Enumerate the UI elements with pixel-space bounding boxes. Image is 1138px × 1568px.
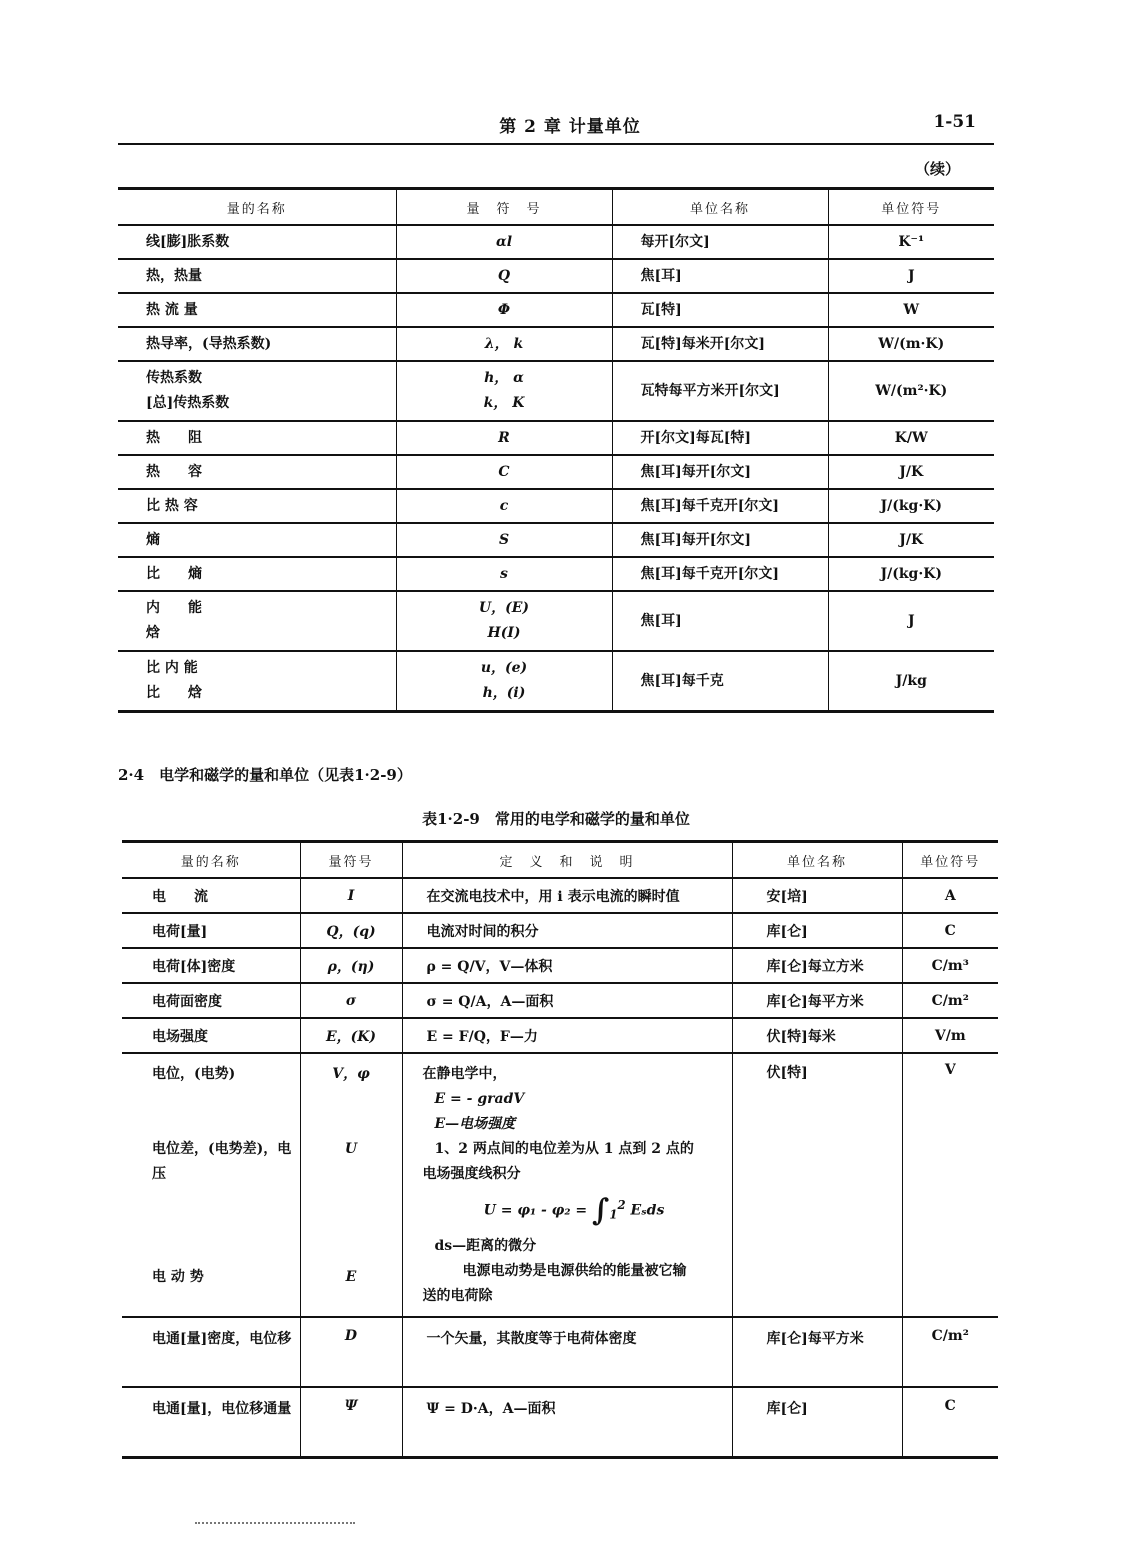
cell-unit [612,225,828,259]
cell-line: 焦[耳]每开[尔文] [640,531,751,548]
column-header: 量的名称 [118,189,396,226]
table-header-row [118,189,994,226]
cell-line: 电 动 势 [152,1269,204,1285]
cell-line: 热 阻 [146,429,202,446]
column-header: 量 符 号 [396,189,612,226]
cell-line: 送的电荷除 [422,1288,493,1304]
page-number: 1-51 [933,112,976,132]
cell-usym [828,651,994,712]
table-row [118,259,994,293]
table-row [118,557,994,591]
cell-sym [396,293,612,327]
cell-name: 电通[量]密度，电位移 [122,1317,300,1387]
cell-line: 焦[耳]每开[尔文] [640,463,751,480]
cell-line: 每开[尔文] [640,233,710,250]
table-row [118,361,994,421]
cell-line: 线[膨]胀系数 [146,233,230,250]
cell-line: λ， k [484,335,524,352]
cell-usym [828,361,994,421]
cell-line: 内 能 [146,600,202,616]
cell-unit [612,523,828,557]
cell-sym: D [300,1317,402,1387]
table-header-row [122,842,998,879]
cell-line: J/K [899,531,924,548]
cell-usym [828,489,994,523]
table-row [122,948,998,983]
cell-unit [612,591,828,651]
cell-line: U [344,1141,358,1157]
cell-line: 热导率，(导热系数) [146,335,272,352]
cell-line: 电源电动势是电源供给的能量被它输 [462,1263,687,1279]
table-row [122,1387,998,1458]
cell-def: ρ = Q/V，V—体积 [402,948,732,983]
cell-usym [828,225,994,259]
cell-usym [828,327,994,361]
cell-line: J [907,612,915,629]
cell-unit [612,455,828,489]
cell-line: J/(kg·K) [880,497,943,514]
cell-line: 焓 [146,625,160,641]
cell-line: 瓦特每平方米开[尔文] [640,382,780,399]
table-row [118,293,994,327]
cell-usym: C/m³ [902,948,998,983]
table-row [118,225,994,259]
cell-name [118,489,396,523]
cell-usym: C/m² [902,983,998,1018]
cell-name [118,455,396,489]
column-header: 单位符号 [828,189,994,226]
cell-usym [828,591,994,651]
cell-unit: 伏[特]每米 [732,1018,902,1053]
cell-unit [612,361,828,421]
cell-line: C [498,463,510,480]
cell-name [118,557,396,591]
cell-line: k， K [483,395,525,411]
cell-usym [828,557,994,591]
cell-line: 比 热 容 [146,497,198,514]
column-header: 定 义 和 说 明 [402,842,732,879]
cell-name [118,651,396,712]
cell-unit [612,293,828,327]
cell-sym [396,361,612,421]
table-row [122,1317,998,1387]
cell-line: K/W [894,429,928,446]
cell-usym [828,455,994,489]
cell-line: E = - gradV [434,1091,525,1107]
cell-line: 瓦[特] [640,301,682,318]
cell-line: V，φ [332,1066,370,1082]
cell-sym: Q，(q) [300,913,402,948]
cell-usym: V/m [902,1018,998,1053]
cell-line: Φ [497,301,511,318]
cell-name [118,259,396,293]
cell-line: αl [495,233,513,250]
integral-lower: 1 [609,1207,618,1222]
cell-line: 开[尔文]每瓦[特] [640,429,751,446]
cell-line: h，(i) [482,685,526,701]
cell-line: 1、2 两点间的电位差为从 1 点到 2 点的 [434,1141,694,1157]
cell-line: 热 容 [146,463,202,480]
cell-sym: E，(K) [300,1018,402,1053]
cell-sym [300,1053,402,1317]
cell-unit [612,259,828,293]
table-row [118,591,994,651]
table-row [122,878,998,913]
cell-unit: 库[仑]每立方米 [732,948,902,983]
cell-name: 电荷[量] [122,913,300,948]
cell-sym: I [300,878,402,913]
column-header: 量的名称 [122,842,300,879]
cell-name: 电荷[体]密度 [122,948,300,983]
cell-line: K⁻¹ [898,233,925,250]
cell-unit [612,557,828,591]
cell-line: J [907,267,915,284]
cell-def: 电流对时间的积分 [402,913,732,948]
cell-line: 焦[耳]每千克 [640,672,724,689]
cell-line: 比 熵 [146,565,202,582]
cell-usym: C [902,1387,998,1458]
cell-line: H(I) [487,625,521,641]
table-row-potential [122,1053,998,1317]
cell-line: h， α [484,370,524,386]
cell-unit: 库[仑]每平方米 [732,1317,902,1387]
formula-left: U = φ₁ - φ₂ = [483,1202,588,1219]
cell-usym: A [902,878,998,913]
cell-unit: 伏[特] [732,1053,902,1317]
cell-sym [396,651,612,712]
column-header: 量符号 [300,842,402,879]
cell-sym [396,455,612,489]
cell-name [118,327,396,361]
section-heading: 2·4 电学和磁学的量和单位（见表1·2-9） [118,766,412,784]
page-header-title: 第 2 章 计量单位 [499,117,641,137]
cell-unit [612,421,828,455]
cell-name: 电 流 [122,878,300,913]
cell-line: 焦[耳]每千克开[尔文] [640,565,779,582]
continued-label: （续） [914,160,960,178]
cell-usym [828,259,994,293]
table-caption: 表1·2-9 常用的电学和磁学的量和单位 [422,810,690,828]
cell-line: 焦[耳] [640,612,682,629]
column-header: 单位名称 [612,189,828,226]
thermal-quantities-table [118,187,994,713]
cell-line: E [345,1269,357,1285]
cell-name [118,421,396,455]
cell-name: 电通[量]，电位移通量 [122,1387,300,1458]
cell-sym [396,421,612,455]
cell-usym: C [902,913,998,948]
cell-line: 焦[耳] [640,267,682,284]
table-row [118,421,994,455]
cell-usym [828,421,994,455]
cell-name [122,1053,300,1317]
table-row [122,983,998,1018]
cell-name: 电荷面密度 [122,983,300,1018]
cell-def: E = F/Q，F—力 [402,1018,732,1053]
cell-line: Q [497,267,511,284]
cell-def: 在交流电技术中，用 i 表示电流的瞬时值 [402,878,732,913]
footer-dots [195,1522,355,1526]
cell-line: W/(m·K) [878,335,945,352]
table-row [122,913,998,948]
cell-line: c [499,497,509,514]
cell-line: ds—距离的微分 [434,1238,537,1254]
cell-sym [396,557,612,591]
cell-line: S [498,531,510,548]
column-header: 单位符号 [902,842,998,879]
cell-sym [396,327,612,361]
cell-sym [396,523,612,557]
cell-unit: 库[仑]每平方米 [732,983,902,1018]
cell-line: 瓦[特]每米开[尔文] [640,335,765,352]
cell-line: s [500,565,508,582]
cell-line: 比 内 能 [146,660,198,676]
cell-usym: V [902,1053,998,1317]
cell-name: 电场强度 [122,1018,300,1053]
cell-line: 热，热量 [146,267,202,284]
cell-sym: Ψ [300,1387,402,1458]
cell-usym: C/m² [902,1317,998,1387]
cell-name [118,523,396,557]
cell-line: W/(m²·K) [875,382,948,399]
cell-def: 一个矢量，其散度等于电荷体密度 [402,1317,732,1387]
cell-line: U，(E) [478,600,530,616]
cell-line: 比 焓 [146,685,202,701]
cell-sym: ρ，(η) [300,948,402,983]
cell-line: u，(e) [480,660,528,676]
integral-formula [423,1193,726,1228]
cell-unit [612,651,828,712]
cell-line: J/K [899,463,924,480]
electric-quantities-table [122,840,998,1459]
cell-line: J/(kg·K) [880,565,943,582]
cell-sym [396,489,612,523]
cell-sym: σ [300,983,402,1018]
cell-name [118,225,396,259]
cell-line: 焦[耳]每千克开[尔文] [640,497,779,514]
cell-line: 电位，(电势) [152,1066,236,1082]
header-rule [118,143,994,145]
cell-sym [396,591,612,651]
cell-line: 电场强度线积分 [422,1166,521,1182]
table-row [118,489,994,523]
table-row [118,327,994,361]
cell-sym [396,225,612,259]
cell-usym [828,523,994,557]
cell-name [118,591,396,651]
cell-unit [612,489,828,523]
table-row [118,651,994,712]
cell-line: 在静电学中， [422,1066,507,1082]
formula-right: Eₛds [630,1202,665,1219]
cell-usym [828,293,994,327]
table-row [122,1018,998,1053]
cell-line: 熵 [146,531,160,548]
column-header: 单位名称 [732,842,902,879]
cell-name [118,361,396,421]
table-row [118,455,994,489]
integral-upper: 2 [617,1197,626,1212]
cell-def [402,1053,732,1317]
cell-name [118,293,396,327]
cell-line: 电位差，(电势差)，电压 [152,1141,292,1182]
cell-line: E—电场强度 [434,1116,516,1132]
cell-def: σ = Q/A，A—面积 [402,983,732,1018]
cell-unit: 安[培] [732,878,902,913]
cell-line: [总]传热系数 [146,395,230,411]
cell-line: 热 流 量 [146,301,198,318]
cell-line: 传热系数 [146,370,202,386]
cell-unit: 库[仑] [732,1387,902,1458]
cell-def: Ψ = D·A，A—面积 [402,1387,732,1458]
cell-line: W [903,301,920,318]
cell-sym [396,259,612,293]
cell-line: J/kg [895,672,927,689]
integral-sign: ∫ [591,1193,610,1228]
cell-unit: 库[仑] [732,913,902,948]
cell-line: R [498,429,510,446]
cell-unit [612,327,828,361]
table-row [118,523,994,557]
